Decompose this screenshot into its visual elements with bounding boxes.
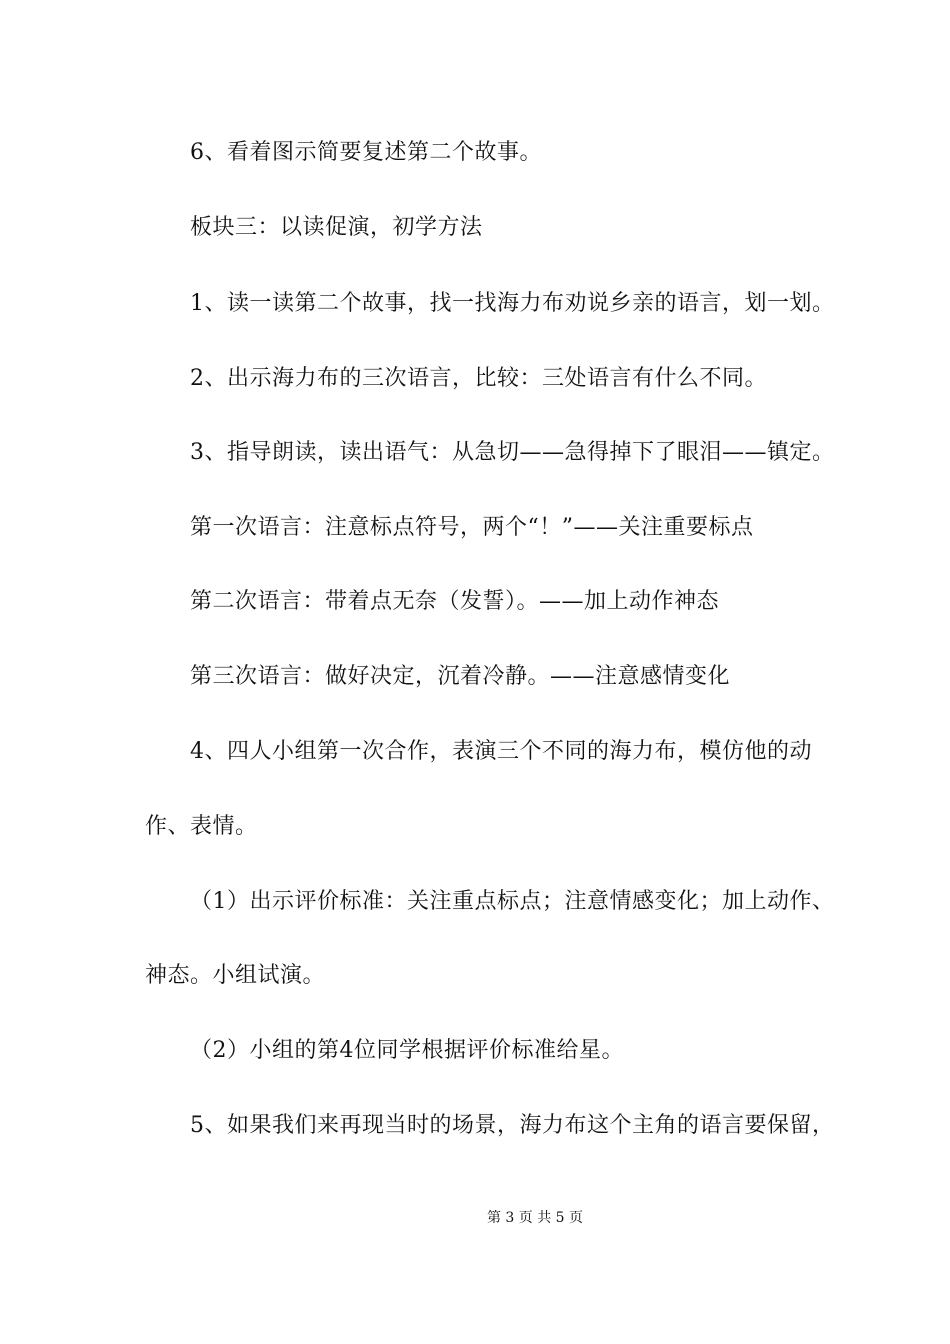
paragraph-substep-2: （2）小组的第4位同学根据评价标准给星。 [190,1038,624,1063]
paragraph-step-5: 5、如果我们来再现当时的场景，海力布这个主角的语言要保留， [190,1113,835,1138]
paragraph-first-speech: 第一次语言：注意标点符号，两个“！”——关注重要标点 [190,515,754,540]
paragraph-substep-1-continued: 神态。小组试演。 [145,963,326,988]
paragraph-step-6: 6、看着图示简要复述第二个故事。 [190,140,542,165]
paragraph-substep-1: （1）出示评价标准：关注重点标点；注意情感变化；加上动作、 [190,889,835,914]
paragraph-step-2: 2、出示海力布的三次语言，比较：三处语言有什么不同。 [190,366,767,391]
paragraph-step-4: 4、四人小组第一次合作，表演三个不同的海力布，模仿他的动 [190,739,812,764]
paragraph-third-speech: 第三次语言：做好决定，沉着冷静。——注意感情变化 [190,664,731,689]
paragraph-step-4-continued: 作、表情。 [145,814,258,839]
paragraph-step-3: 3、指导朗读，读出语气：从急切——急得掉下了眼泪——镇定。 [190,440,835,465]
paragraph-step-1: 1、读一读第二个故事，找一找海力布劝说乡亲的语言，划一划。 [190,291,835,316]
page-footer: 第 3 页 共 5 页 [486,1210,584,1226]
paragraph-second-speech: 第二次语言：带着点无奈（发誓）。——加上动作神态 [190,589,720,614]
section-heading-3: 板块三：以读促演，初学方法 [190,215,483,240]
